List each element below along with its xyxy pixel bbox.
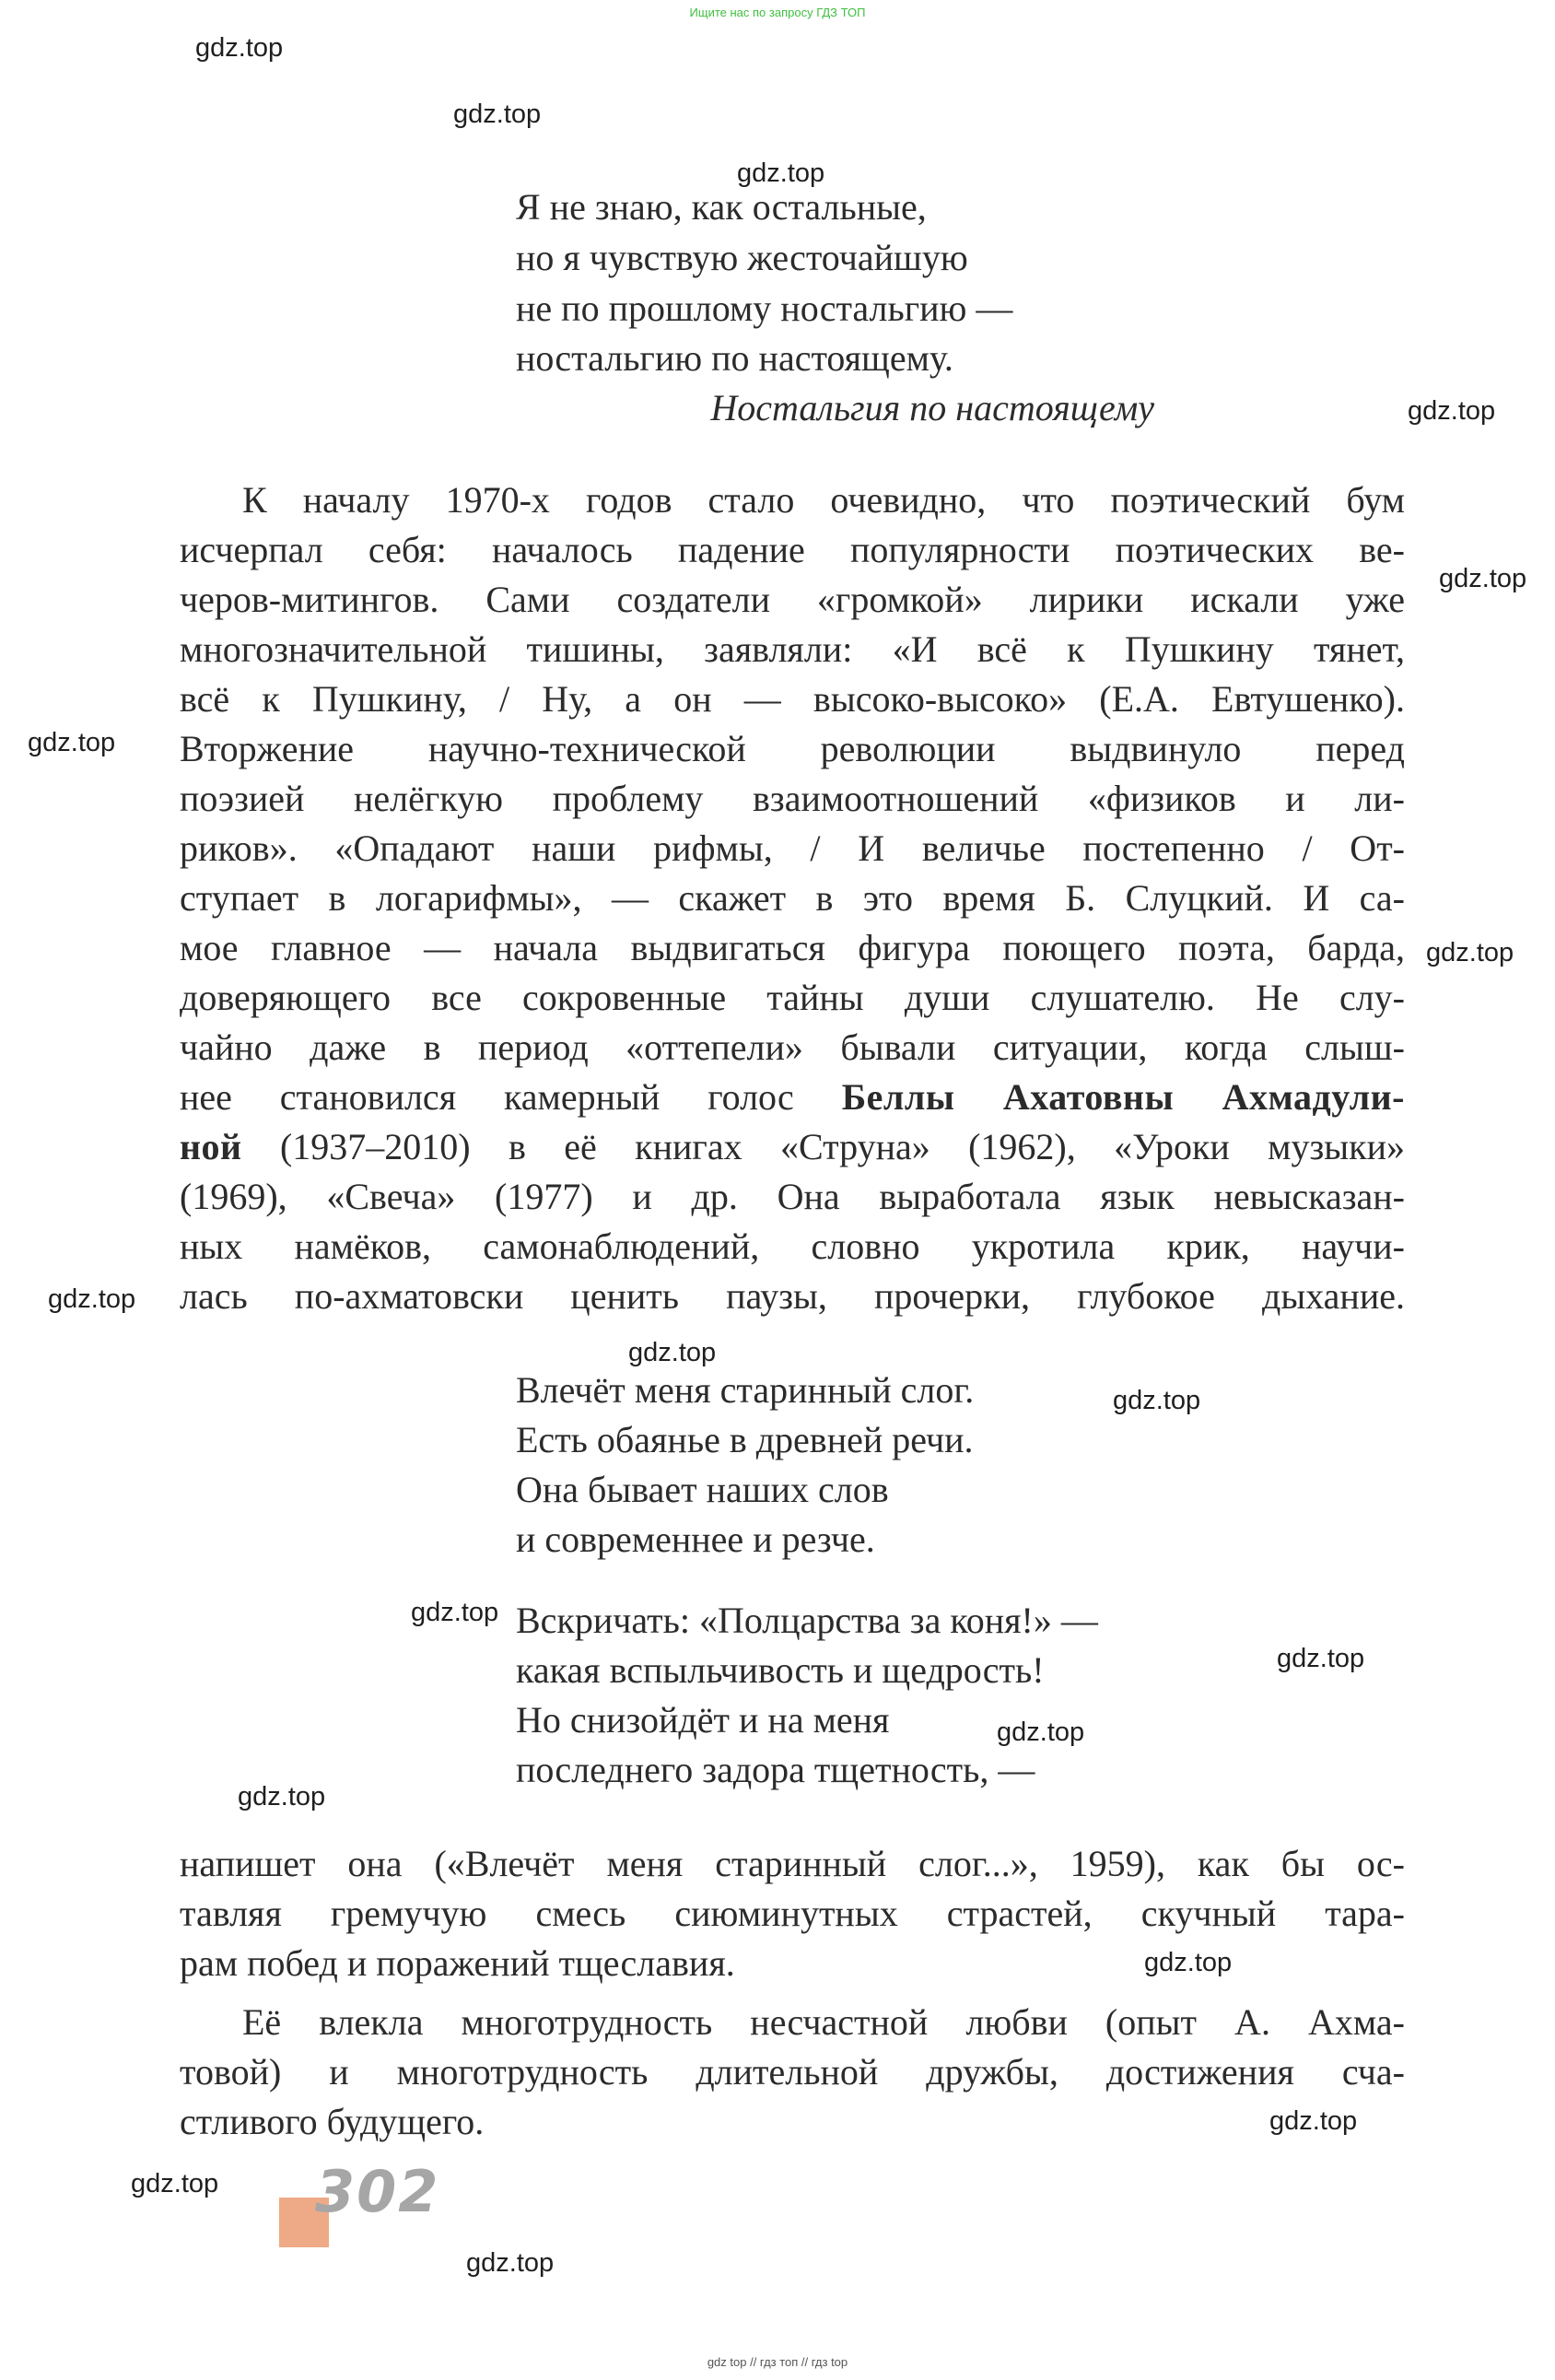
page-number: 302 <box>315 2158 440 2225</box>
watermark: gdz.top <box>195 33 284 63</box>
watermark: gdz.top <box>48 1284 136 1314</box>
watermark: gdz.top <box>28 728 116 757</box>
watermark: gdz.top <box>131 2169 219 2198</box>
prose-line-6: Вторжение научно-технической революции выдвинуло перед <box>180 728 1405 769</box>
watermark: gdz.top <box>1269 2106 1358 2136</box>
prose-line-11: доверяющего все сокровенные тайны души слушателю. Не слу- <box>180 977 1405 1018</box>
watermark: gdz.top <box>466 2248 555 2278</box>
watermark: gdz.top <box>997 1718 1085 1747</box>
watermark: gdz.top <box>628 1338 717 1367</box>
prose-line-2: исчерпал себя: началось падение популярности поэтических ве- <box>180 529 1405 570</box>
bold-author-name-2: ной <box>180 1126 242 1167</box>
watermark: gdz.top <box>1408 396 1496 426</box>
top-banner[interactable]: Ищите нас по запросу ГДЗ ТОП <box>689 6 866 19</box>
prose-line-13-text: нее становился камерный голос <box>180 1076 842 1118</box>
epigraph-line-1: Я не знаю, как остальные, <box>516 186 927 228</box>
watermark: gdz.top <box>737 158 825 188</box>
prose-line-4: многозначительной тишины, заявляли: «И всё к Пушкину тянет, <box>180 628 1405 670</box>
watermark: gdz.top <box>1113 1386 1201 1415</box>
prose2-line-2: тавляя гремучую смесь сиюминутных страстей, скучный тара- <box>180 1893 1405 1934</box>
poem-line-3: Она бывает наших слов <box>516 1469 889 1510</box>
prose-line-16: ных намёков, самонаблюдений, словно укротила крик, научи- <box>180 1225 1405 1267</box>
prose-line-10: мое главное — начала выдвигаться фигура поющего поэта, барда, <box>180 927 1405 968</box>
prose2-line-4: Её влекла многотрудность несчастной любви (опыт А. Ахма- <box>242 2001 1405 2043</box>
prose-line-13 <box>180 1073 1405 1122</box>
prose2-line-1: напишет она («Влечёт меня старинный слог...», 1959), как бы ос- <box>180 1843 1405 1884</box>
poem-line-8: последнего задора тщетность, — <box>516 1749 1035 1790</box>
prose-line-12: чайно даже в период «оттепели» бывали ситуации, когда слыш- <box>180 1026 1405 1068</box>
epigraph-line-3: не по прошлому ностальгию — <box>516 287 1013 329</box>
epigraph-line-2: но я чувствую жесточайшую <box>516 237 968 278</box>
poem-line-7: Но снизойдёт и на меня <box>516 1699 890 1741</box>
bold-author-name-1: Беллы Ахатовны Ахмадули- <box>841 1076 1406 1118</box>
prose2-line-3: рам побед и поражений тщеславия. <box>180 1942 735 1984</box>
epigraph-source: Ностальгия по настоящему <box>710 387 1154 428</box>
epigraph-line-4: ностальгию по настоящему. <box>516 337 953 379</box>
prose-line-15: (1969), «Свеча» (1977) и др. Она выработала язык невысказан- <box>180 1176 1405 1217</box>
prose-line-3: черов-митингов. Сами создатели «громкой» лирики искали уже <box>180 579 1405 620</box>
poem-line-2: Есть обаянье в древней речи. <box>516 1419 974 1460</box>
prose-line-14-text: (1937–2010) в её книгах «Струна» (1962), «Уроки музыки» <box>241 1126 1405 1167</box>
prose-line-8: риков». «Опадают наши рифмы, / И величье постепенно / От- <box>180 827 1405 869</box>
prose-line-17: лась по-ахматовски ценить паузы, прочерки, глубокое дыхание. <box>180 1275 1405 1317</box>
prose-line-7: поэзией нелёгкую проблему взаимоотношений «физиков и ли- <box>180 778 1405 819</box>
bottom-banner[interactable]: gdz top // гдз топ // гдз top <box>707 2355 848 2369</box>
poem-line-4: и современнее и резче. <box>516 1518 875 1560</box>
prose-line-1: К началу 1970-х годов стало очевидно, что поэтический бум <box>242 479 1405 521</box>
watermark: gdz.top <box>411 1598 499 1627</box>
prose-line-14 <box>180 1122 1405 1172</box>
prose-line-5: всё к Пушкину, / Ну, а он — высоко-высоко» (Е.А. Евтушенко). <box>180 678 1405 720</box>
watermark: gdz.top <box>1439 564 1527 593</box>
prose2-line-5: товой) и многотрудность длительной дружбы, достижения сча- <box>180 2051 1405 2093</box>
poem-line-5: Вскричать: «Полцарства за коня!» — <box>516 1600 1098 1641</box>
prose-line-9: ступает в логарифмы», — скажет в это время Б. Слуцкий. И са- <box>180 877 1405 919</box>
watermark: gdz.top <box>453 100 542 129</box>
watermark: gdz.top <box>1144 1948 1233 1977</box>
watermark: gdz.top <box>1277 1644 1365 1673</box>
poem-line-6: какая вспыльчивость и щедрость! <box>516 1649 1045 1691</box>
watermark: gdz.top <box>1426 938 1514 967</box>
poem-line-1: Влечёт меня старинный слог. <box>516 1369 975 1411</box>
prose2-line-6: стливого будущего. <box>180 2101 485 2142</box>
watermark: gdz.top <box>238 1782 326 1811</box>
